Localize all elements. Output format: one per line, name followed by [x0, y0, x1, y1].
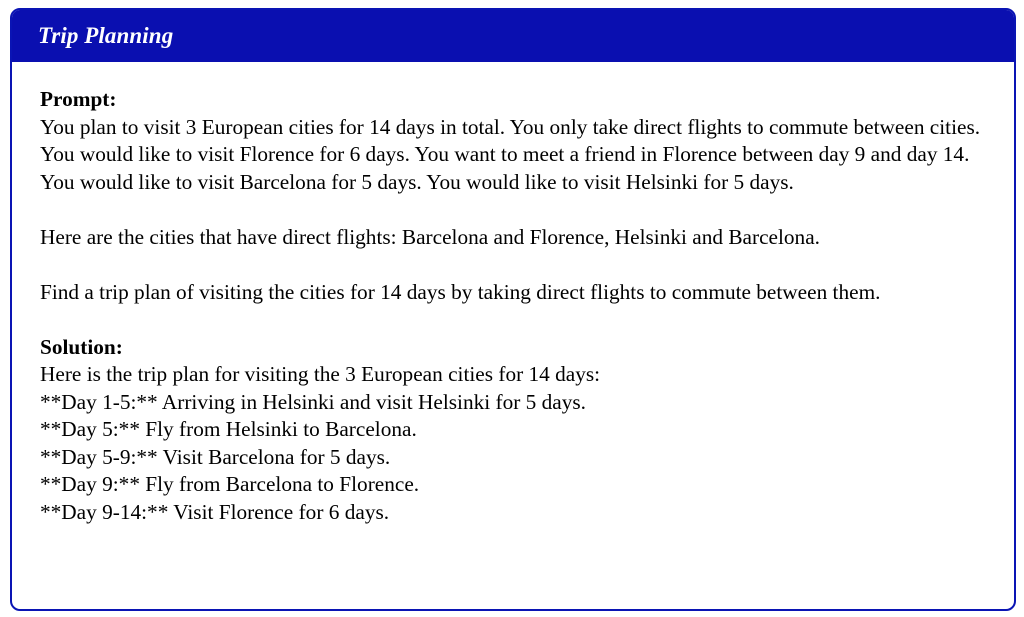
plan-line-day-9-flight: **Day 9:** Fly from Barcelona to Florence. [40, 472, 420, 496]
trip-planning-card [10, 8, 1016, 611]
solution-section [40, 334, 990, 527]
prompt-paragraph-flights: Here are the cities that have direct flights: Barcelona and Florence, Helsinki and Barcelona. [40, 224, 820, 249]
card-header [12, 10, 1014, 62]
solution-intro: Here is the trip plan for visiting the 3 European cities for 14 days: [40, 362, 601, 386]
prompt-paragraph-constraints: You plan to visit 3 European cities for 14 days in total. You only take direct flights to commute between cities. You would like to visit Florence for 6 days. You want to meet a friend in Florence between day 9 and day 14. You would like to visit Barcelona for 5 days. You would like to visit Helsinki for 5 days. [40, 114, 981, 194]
plan-line-day-5-9: **Day 5-9:** Visit Barcelona for 5 days. [40, 444, 391, 469]
prompt-paragraph-task: Find a trip plan of visiting the cities for 14 days by taking direct flights to commute between them. [40, 279, 881, 304]
plan-line-day-9-14: **Day 9-14:** Visit Florence for 6 days. [40, 499, 390, 524]
solution-heading: Solution: [40, 334, 123, 359]
plan-line-day-1-5: **Day 1-5:** Arriving in Helsinki and visit Helsinki for 5 days. [40, 389, 586, 414]
card-body [12, 62, 1014, 526]
prompt-heading: Prompt: [40, 87, 117, 111]
prompt-section [40, 86, 990, 306]
card-title: Trip Planning [38, 23, 174, 48]
plan-line-day-5-flight: **Day 5:** Fly from Helsinki to Barcelona. [40, 417, 417, 441]
